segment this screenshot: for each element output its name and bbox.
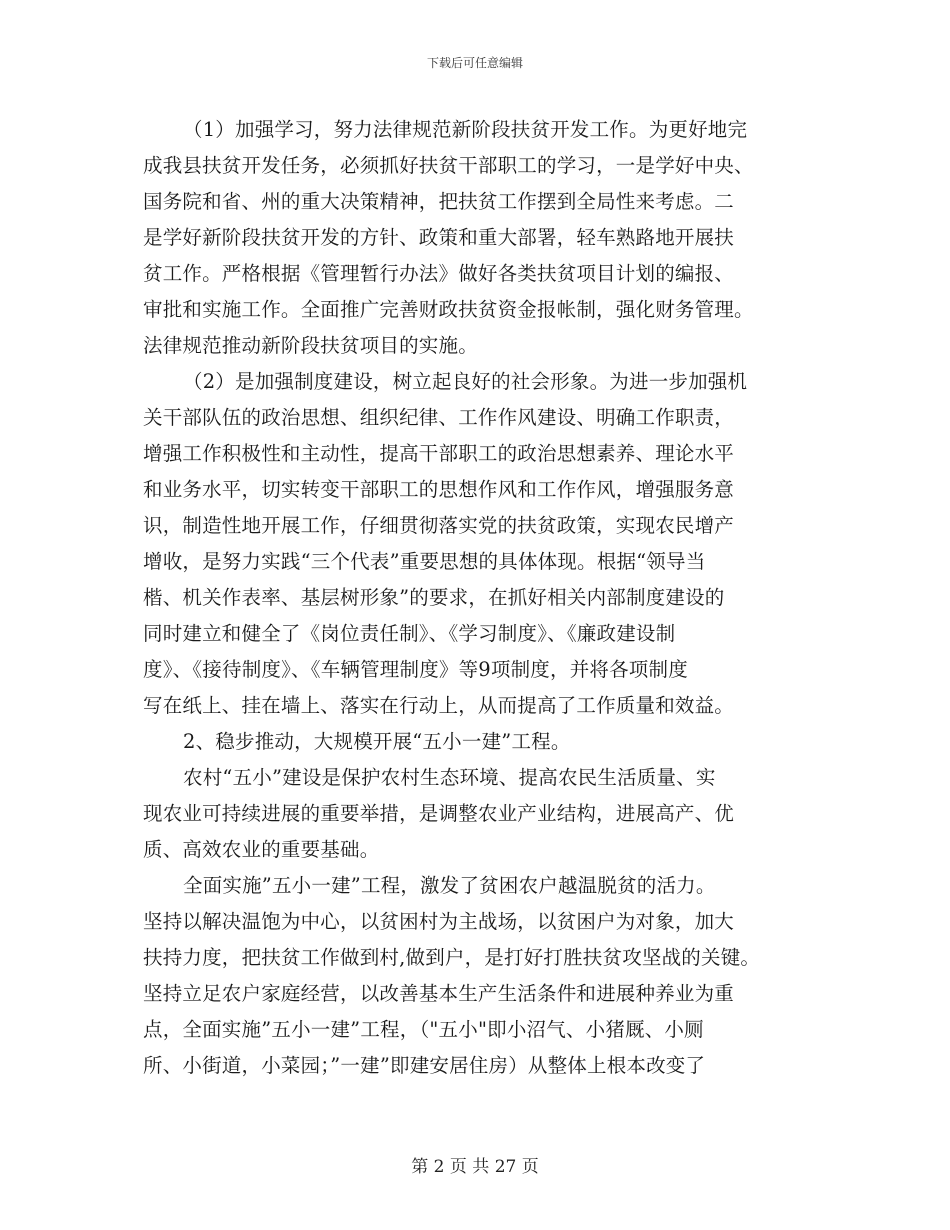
paragraph-line: 国务院和省、州的重大决策精神，把扶贫工作摆到全局性来考虑。二 — [143, 190, 735, 213]
paragraph-line: （2）是加强制度建设，树立起良好的社会形象。为进一步加强机 — [183, 370, 748, 393]
paragraph-line: 增强工作积极性和主动性，提高干部职工的政治思想素养、理论水平 — [143, 442, 735, 465]
page-number-footer: 第 2 页 共 27 页 — [411, 1157, 539, 1177]
page-header: 下载后可任意编辑 — [426, 56, 523, 70]
paragraph-line: 楷、机关作表率、基层树形象”的要求，在抓好相关内部制度建设的 — [143, 586, 725, 609]
paragraph-line: 农村“五小”建设是保护农村生态环境、提高农民生活质量、实 — [183, 766, 716, 789]
paragraph-line: 坚持以解决温饱为中心，以贫困村为主战场，以贫困户为对象，加大 — [143, 910, 735, 933]
paragraph-line: 度》、《接待制度》、《车辆管理制度》等9项制度，并将各项制度 — [143, 658, 688, 681]
paragraph-line: 坚持立足农户家庭经营，以改善基本生产生活条件和进展种养业为重 — [143, 982, 735, 1005]
paragraph-line: 写在纸上、挂在墙上、落实在行动上，从而提高了工作质量和效益。 — [143, 694, 735, 717]
paragraph-line: 审批和实施工作。全面推广完善财政扶贫资金报帐制，强化财务管理。 — [143, 298, 754, 321]
paragraph-line: 同时建立和健全了《岗位责任制》、《学习制度》、《廉政建设制 — [143, 622, 676, 645]
paragraph-line: 现农业可持续进展的重要举措，是调整农业产业结构，进展高产、优 — [143, 802, 735, 825]
paragraph-line: 关干部队伍的政治思想、组织纪律、工作作风建设、明确工作职责， — [143, 406, 735, 429]
paragraph-line: （1）加强学习，努力法律规范新阶段扶贫开发工作。为更好地完 — [183, 118, 748, 141]
paragraph-line: 贫工作。严格根据《管理暂行办法》做好各类扶贫项目计划的编报、 — [143, 262, 735, 285]
paragraph-line: 识，制造性地开展工作，仔细贯彻落实党的扶贫政策，实现农民增产 — [143, 514, 735, 537]
paragraph-line: 成我县扶贫开发任务，必须抓好扶贫干部职工的学习，一是学好中央、 — [143, 154, 754, 177]
paragraph-line: 扶持力度，把扶贫工作做到村,做到户，是打好打胜扶贫攻坚战的关键。 — [143, 946, 761, 969]
paragraph-line: 所、小街道，小菜园；”一建”即建安居住房）从整体上根本改变了 — [143, 1054, 706, 1077]
paragraph-line: 法律规范推动新阶段扶贫项目的实施。 — [143, 334, 478, 357]
paragraph-line: 是学好新阶段扶贫开发的方针、政策和重大部署，轻车熟路地开展扶 — [143, 226, 735, 249]
paragraph-line: 和业务水平，切实转变干部职工的思想作风和工作作风，增强服务意 — [143, 478, 735, 501]
paragraph-line: 全面实施”五小一建”工程，激发了贫困农户越温脱贫的活力。 — [183, 874, 716, 897]
section-heading: 2、稳步推动，大规模开展“五小一建”工程。 — [183, 730, 571, 753]
paragraph-line: 增收，是努力实践“三个代表”重要思想的具体体现。根据“领导当 — [143, 550, 706, 573]
document-body — [143, 112, 813, 1084]
paragraph-line: 点，全面实施”五小一建”工程，（"五小"即小沼气、小猪厩、小厕 — [143, 1018, 704, 1041]
paragraph-line: 质、高效农业的重要基础。 — [143, 838, 380, 861]
